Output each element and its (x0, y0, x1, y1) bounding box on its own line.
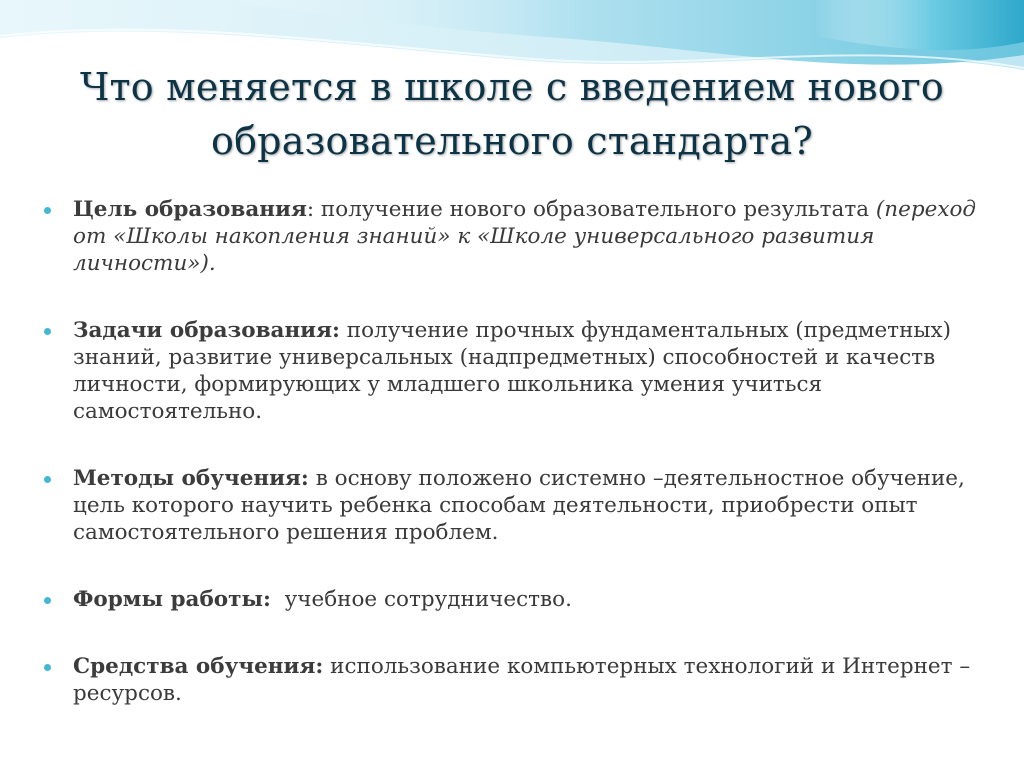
item-label: Цель образования (73, 197, 307, 222)
item-note: (переход от «Школы накопления знаний» к «Школе универсального развития личности»). (73, 197, 977, 276)
bullet-list (40, 196, 990, 747)
bullet-dot-icon (44, 664, 51, 671)
item-text: учебное сотрудничество. (270, 587, 572, 612)
list-item-tasks (40, 317, 990, 425)
bullet-dot-icon (44, 597, 51, 604)
list-item-goal (40, 196, 990, 277)
item-label: Средства обучения: (73, 654, 324, 679)
item-text: использование компьютерных технологий и Интернет – ресурсов. (73, 654, 971, 706)
list-item-forms (40, 586, 990, 613)
bullet-dot-icon (44, 476, 51, 483)
bullet-dot-icon (44, 328, 51, 335)
item-text: : получение нового образовательного результата (306, 197, 876, 222)
item-label: Методы обучения: (73, 466, 309, 491)
item-label: Формы работы: (73, 587, 271, 612)
slide-title: Что меняется в школе с введением нового образовательного стандарта? (79, 65, 945, 163)
list-item-methods (40, 465, 990, 546)
bullet-dot-icon (44, 207, 51, 214)
item-label: Задачи образования: (73, 318, 340, 343)
item-text: получение прочных фундаментальных (предметных) знаний, развитие универсальных (надпредметных) способностей и качеств личности, формирующих у младшего школьника умения учиться самостоятельно. (73, 318, 952, 424)
item-text: в основу положено системно –деятельностное обучение, цель которого научить ребенка способам деятельности, приобрести опыт самостоятельного решения проблем. (73, 466, 965, 545)
list-item-tools (40, 653, 990, 707)
